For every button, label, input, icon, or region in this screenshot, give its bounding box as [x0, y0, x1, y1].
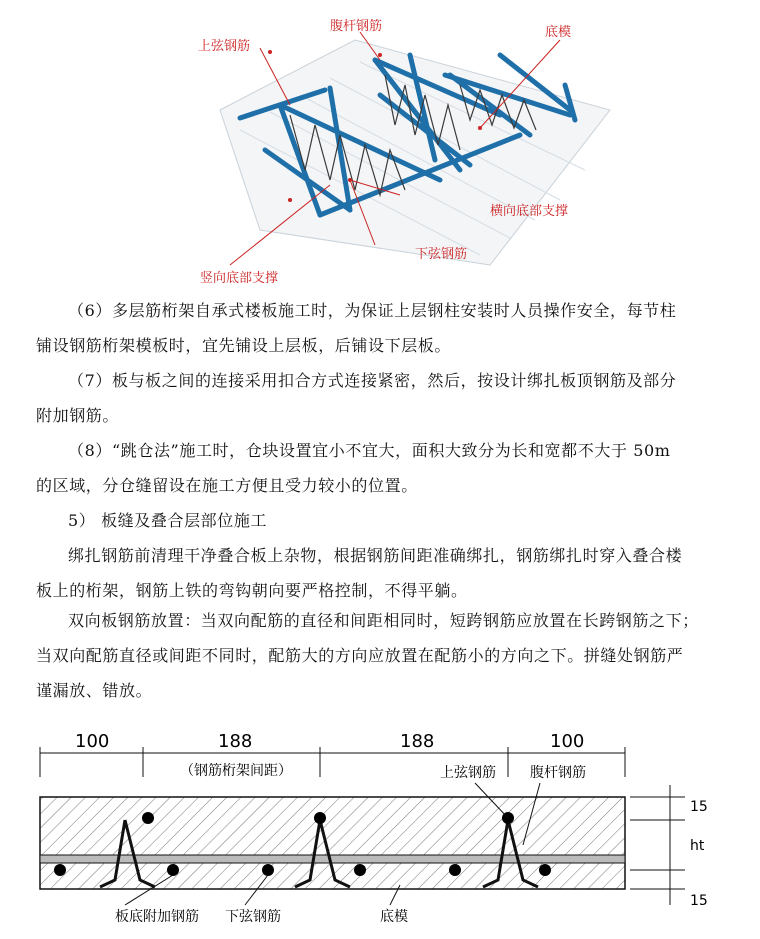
right-dimension-line	[630, 785, 685, 905]
spacing-note: （钢筋桁架间距）	[180, 763, 292, 779]
paragraph-binding	[36, 538, 736, 608]
label-web-bar: 腹杆钢筋	[330, 19, 383, 34]
dim-100-left: 100	[75, 731, 110, 752]
label-extra-bar: 板底附加钢筋	[115, 909, 199, 925]
para-line: 绑扎钢筋前清理干净叠合板上杂物，根据钢筋间距准确绑扎，钢筋绑扎时穿入叠合楼	[68, 546, 683, 565]
right-dim-mid: ht	[690, 838, 705, 854]
para-line: （8）“跳仓法”施工时，仓块设置宜小不宜大，面积大致分为长和宽都不大于 50m	[68, 441, 671, 460]
para-line: 附加钢筋。	[36, 406, 120, 425]
para-line: 的区域，分仓缝留设在施工方便且受力较小的位置。	[36, 476, 418, 495]
paragraph-7	[36, 363, 736, 433]
right-dim-bottom: 15	[690, 893, 708, 909]
label-upper-chord: 上弦钢筋	[440, 765, 496, 781]
label-lower-chord: 下弦钢筋	[415, 247, 468, 262]
para-line: 当双向配筋直径或间距不同时，配筋大的方向应放置在配筋小的方向之下。拼缝处钢筋严	[36, 646, 684, 665]
slab-section-drawing	[30, 725, 730, 939]
label-lower-chord: 下弦钢筋	[225, 909, 281, 925]
deck-line	[40, 855, 625, 863]
para-line: （6）多层筋桁架自承式楼板施工时，为保证上层钢柱安装时人员操作安全，每节柱	[68, 301, 677, 320]
section-heading	[36, 503, 736, 538]
label-vertical-support: 竖向底部支撑	[200, 271, 279, 286]
dim-100-right: 100	[550, 731, 585, 752]
dim-188-a: 188	[218, 731, 253, 752]
para-line: 谨漏放、错放。	[36, 681, 153, 700]
paragraph-6	[36, 293, 736, 363]
para-line: 5） 板缝及叠合层部位施工	[68, 511, 268, 530]
dim-188-b: 188	[400, 731, 435, 752]
label-transverse-support: 横向底部支撑	[490, 204, 569, 219]
label-bottom-form: 底模	[545, 25, 572, 40]
paragraph-two-way-slab	[36, 603, 736, 708]
right-dim-top: 15	[690, 799, 708, 815]
label-upper-chord: 上弦钢筋	[198, 39, 251, 54]
truss-deck-illustration	[180, 0, 620, 290]
para-line: 板上的桁架，钢筋上铁的弯钩朝向要严格控制，不得平躺。	[36, 581, 468, 600]
para-line: 铺设钢筋桁架模板时，宜先铺设上层板，后铺设下层板。	[36, 336, 452, 355]
para-line: （7）板与板之间的连接采用扣合方式连接紧密，然后，按设计绑扎板顶钢筋及部分	[68, 371, 677, 390]
para-line: 双向板钢筋放置：当双向配筋的直径和间距相同时，短跨钢筋应放置在长跨钢筋之下；	[68, 611, 699, 630]
paragraph-8	[36, 433, 736, 503]
label-web-bar: 腹杆钢筋	[530, 765, 586, 781]
label-bottom-form: 底模	[380, 909, 408, 925]
